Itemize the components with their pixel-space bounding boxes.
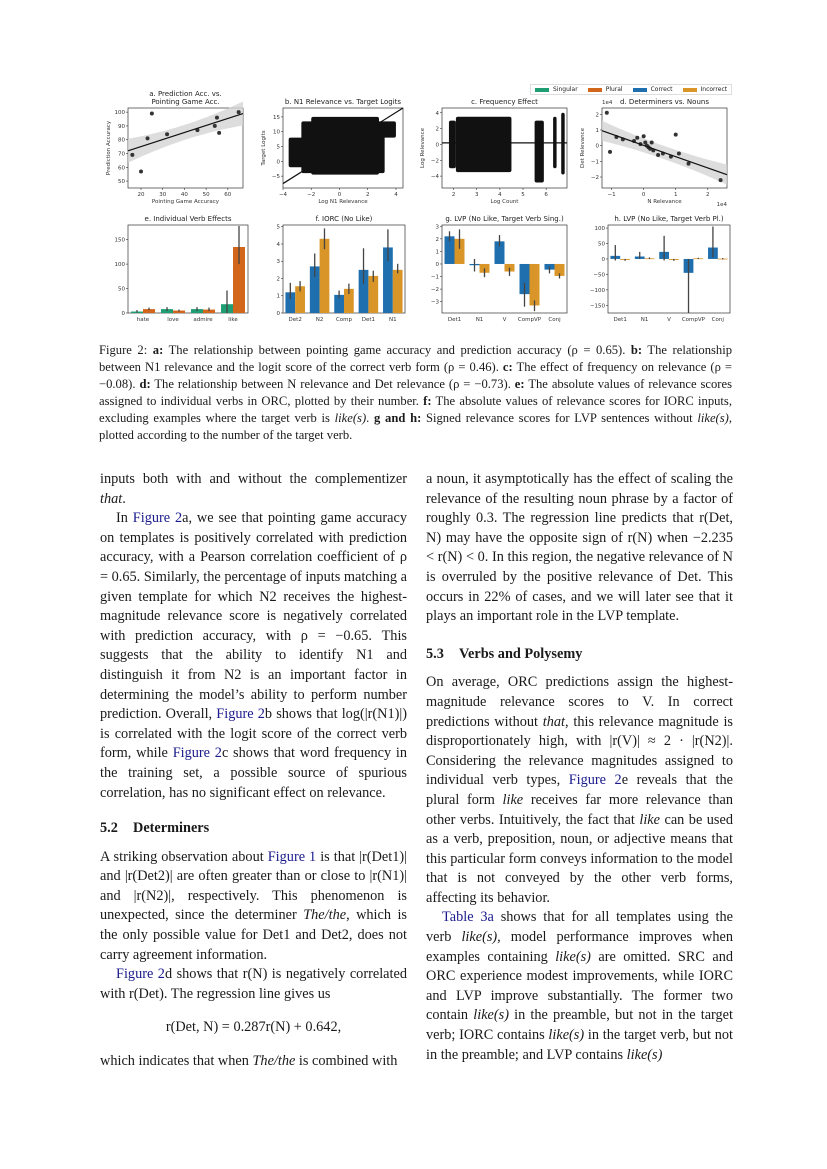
- svg-text:N1: N1: [475, 317, 484, 323]
- svg-text:CompVP: CompVP: [517, 317, 542, 323]
- section-number: 5.3: [426, 645, 444, 662]
- svg-text:c. Frequency Effect: c. Frequency Effect: [471, 98, 538, 106]
- legend-label: Incorrect: [700, 86, 728, 93]
- svg-text:3: 3: [276, 259, 280, 266]
- figure-link[interactable]: Figure 2: [568, 772, 622, 789]
- caption-key-d: d:: [139, 377, 151, 392]
- svg-text:−1: −1: [607, 192, 616, 198]
- svg-text:0: 0: [595, 143, 599, 150]
- svg-text:2: 2: [435, 236, 439, 243]
- text: , this relevance magnitude is disproportionately high, with |r(V)| ≈ 2 · |r(N2)|. Considering the relevance magnitudes assigned to individual verb types,: [426, 713, 733, 789]
- svg-text:−1: −1: [590, 159, 599, 166]
- svg-text:0: 0: [121, 311, 125, 317]
- svg-text:2: 2: [276, 276, 280, 283]
- svg-text:Conj: Conj: [548, 317, 561, 323]
- panel-f: [255, 215, 420, 330]
- text: c shows that word frequency in the training set, a possible source of spurious correlation, has no significant effect on relevance.: [100, 745, 407, 801]
- svg-text:like: like: [228, 317, 238, 323]
- caption-text-b: The relationship between N1 relevance and the logit score of the correct verb form (ρ = 0.46).: [99, 343, 733, 375]
- section-number: 5.2: [100, 820, 118, 837]
- section-title: Determiners: [133, 820, 210, 837]
- text: is that |r(Det1)| and |r(Det2)| are often greater than or close to |r(N1)| and |r(N2)|, respectively. This phenomenon is unexpected, since the determiner: [100, 848, 407, 924]
- caption-key-c: c:: [502, 360, 513, 375]
- svg-text:N1: N1: [388, 317, 397, 323]
- svg-text:h. LVP (No Like, Target Verb P: h. LVP (No Like, Target Verb Pl.): [614, 215, 724, 223]
- svg-text:Det2: Det2: [288, 317, 302, 323]
- table-link[interactable]: Table 3a: [442, 909, 494, 926]
- caption-like: like(s): [334, 411, 367, 426]
- svg-text:−1: −1: [430, 274, 439, 281]
- svg-text:1: 1: [595, 127, 599, 134]
- svg-text:60: 60: [118, 165, 125, 172]
- svg-text:N2: N2: [315, 317, 324, 323]
- svg-text:love: love: [167, 317, 179, 323]
- svg-text:b. N1 Relevance vs. Target Log: b. N1 Relevance vs. Target Logits: [284, 98, 402, 106]
- svg-text:Prediction Accuracy: Prediction Accuracy: [106, 120, 112, 176]
- legend-label: Correct: [650, 86, 673, 93]
- svg-text:20: 20: [137, 192, 145, 198]
- text-italic: that: [100, 490, 123, 507]
- svg-text:V: V: [502, 317, 507, 323]
- svg-text:−2: −2: [430, 287, 439, 294]
- text: , model performance improves when examples containing: [426, 929, 733, 965]
- left-column: [100, 470, 407, 1072]
- svg-text:Log Relevance: Log Relevance: [420, 128, 426, 168]
- svg-text:4: 4: [498, 192, 502, 198]
- panel-a: [90, 80, 255, 215]
- svg-text:Comp: Comp: [335, 317, 353, 323]
- svg-text:4: 4: [435, 110, 439, 117]
- svg-text:hate: hate: [136, 317, 150, 323]
- svg-text:N1: N1: [640, 317, 649, 323]
- text: receives far more relevance than other verbs. Intuitively, the fact that: [426, 791, 733, 828]
- text: A striking observation about: [100, 848, 268, 865]
- svg-text:100: 100: [594, 226, 605, 233]
- equation: r(Det, N) = 0.287r(N) + 0.642,: [165, 1019, 342, 1036]
- svg-text:Log N1 Relevance: Log N1 Relevance: [318, 199, 368, 205]
- text: a, we see that pointing game accuracy on templates is positively correlated with prediction accuracy, with a Pearson correlation coefficient of ρ = 0.65. Similarly, the percentage of inputs matching a given template for which N2 receives the highest-magnitude relevance score is negatively correlated with prediction accuracy, with ρ = −0.65. This suggests that the ability to identify N1 and distinguish it from N2 is an important factor in determining the model’s ability to perform number prediction. Overall,: [100, 510, 407, 723]
- svg-text:2: 2: [451, 192, 456, 198]
- svg-text:Det1: Det1: [447, 317, 462, 323]
- caption-like: like(s): [697, 411, 729, 426]
- figure-link[interactable]: Figure 2: [216, 706, 265, 723]
- panel-g: [420, 215, 580, 330]
- text: d shows that r(N) is negatively correlated with r(Det). The regression line gives us: [100, 966, 407, 1002]
- svg-text:50: 50: [118, 286, 125, 293]
- text: b shows that log(|r(N1)|) is correlated with the logit score of the correct verb form, while: [100, 706, 407, 762]
- svg-text:−4: −4: [430, 174, 439, 181]
- paragraph: [426, 908, 733, 1065]
- legend-label: Plural: [605, 86, 623, 93]
- text: can be used as a verb, preposition, noun, or adjective means that this particular form conveys information to the model that is not conveyed by the other verb forms, affecting its behavior.: [426, 811, 733, 906]
- text-italic: like(s): [473, 1007, 509, 1024]
- paragraph: [100, 848, 407, 966]
- svg-text:Det1: Det1: [613, 317, 627, 323]
- svg-text:4: 4: [276, 241, 280, 248]
- text-italic: like(s): [555, 948, 591, 965]
- svg-text:80: 80: [118, 137, 125, 144]
- svg-text:CompVP: CompVP: [681, 317, 705, 323]
- text: in the preamble, but not in the target verb; IORC contains: [426, 1007, 734, 1044]
- caption-text-gh: Signed relevance scores for LVP sentences without: [421, 411, 698, 426]
- svg-text:−2: −2: [430, 158, 439, 165]
- text: On average, ORC predictions assign the highest-magnitude relevance scores to V. In correct predictions without: [426, 674, 733, 730]
- caption-text: , plotted according to the number of the target verb.: [99, 411, 732, 443]
- caption-text: .: [366, 411, 375, 426]
- caption-text-e: The absolute values of relevance scores assigned to individual verbs in ORC, plotted by their number.: [99, 377, 732, 409]
- figure-2: [90, 80, 740, 330]
- svg-text:50: 50: [118, 179, 125, 186]
- svg-text:V: V: [667, 317, 671, 323]
- figure-link[interactable]: Figure 2: [172, 745, 222, 762]
- svg-text:15: 15: [273, 114, 280, 121]
- section-heading: [100, 819, 407, 839]
- caption-key-e: e:: [514, 377, 525, 392]
- svg-text:−2: −2: [307, 192, 316, 198]
- caption-text-f: The absolute values of relevance scores for IORC inputs, excluding examples where the target verb is: [99, 394, 732, 426]
- svg-text:Det Relevance: Det Relevance: [580, 128, 586, 168]
- caption-key-b: b:: [630, 343, 643, 357]
- text: In: [116, 510, 133, 527]
- svg-text:90: 90: [118, 123, 125, 130]
- svg-text:1: 1: [276, 293, 280, 300]
- text-italic: like(s): [626, 1046, 663, 1063]
- text: e reveals that the plural form: [426, 772, 733, 808]
- text: inputs both with and without the complementizer: [100, 471, 407, 487]
- svg-text:e. Individual Verb Effects: e. Individual Verb Effects: [144, 215, 232, 223]
- svg-text:N Relevance: N Relevance: [647, 199, 682, 205]
- svg-text:30: 30: [159, 192, 167, 198]
- svg-text:50: 50: [598, 241, 605, 248]
- caption-text-c: The effect of frequency on relevance (ρ = −0.08).: [99, 360, 732, 392]
- svg-text:4: 4: [394, 192, 398, 198]
- svg-text:−5: −5: [271, 174, 280, 181]
- figure-caption: [99, 342, 732, 445]
- svg-text:2: 2: [365, 192, 370, 198]
- svg-text:Target Logits: Target Logits: [261, 130, 267, 166]
- svg-text:Pointing Game Acc.: Pointing Game Acc.: [151, 98, 220, 106]
- panel-b: [255, 80, 420, 215]
- svg-text:−2: −2: [590, 175, 599, 182]
- svg-text:−50: −50: [593, 272, 605, 279]
- svg-text:150: 150: [114, 237, 125, 244]
- text: , which is the only possible value for Det1 and Det2, does not carry agreement information.: [100, 907, 408, 963]
- paragraph: [426, 673, 733, 908]
- svg-text:Log Count: Log Count: [490, 199, 519, 205]
- text: is combined with: [295, 1053, 398, 1070]
- panel-h: [580, 215, 740, 330]
- caption-text-a: The relationship between pointing game accuracy and prediction accuracy (ρ = 0.65).: [163, 343, 631, 357]
- svg-text:5: 5: [276, 144, 280, 151]
- paragraph: [100, 470, 407, 509]
- text: which indicates that when: [100, 1053, 253, 1070]
- svg-text:3: 3: [474, 192, 479, 198]
- svg-text:5: 5: [276, 224, 280, 231]
- svg-text:0: 0: [276, 311, 280, 317]
- text-italic: The/the: [303, 907, 347, 924]
- svg-text:1: 1: [435, 249, 439, 256]
- svg-text:−100: −100: [589, 287, 605, 294]
- svg-text:1e4: 1e4: [602, 100, 613, 106]
- text-italic: that: [542, 713, 566, 730]
- svg-text:2: 2: [435, 126, 439, 133]
- figure-link[interactable]: Figure 2: [116, 966, 165, 983]
- section-heading: [426, 645, 733, 665]
- text: in the target verb, but not in the preamble; and LVP contains: [426, 1027, 733, 1063]
- svg-text:1e4: 1e4: [716, 202, 727, 208]
- text: shows that for all templates using the verb: [426, 909, 733, 946]
- svg-text:admire: admire: [193, 317, 213, 323]
- svg-text:2: 2: [706, 192, 710, 198]
- svg-text:0: 0: [641, 192, 646, 198]
- section-title: Verbs and Polysemy: [459, 645, 583, 662]
- text-italic: like(s): [548, 1027, 585, 1044]
- svg-text:100: 100: [114, 262, 125, 269]
- figure-link[interactable]: Figure 1: [267, 848, 317, 865]
- panel-d: [580, 80, 740, 215]
- panel-e: [90, 215, 255, 330]
- svg-text:0: 0: [337, 192, 342, 198]
- text: are omitted. SRC and ORC experience modest improvements, while IORC and LVP improve substantially. The former two contain: [426, 948, 733, 1024]
- paragraph: [100, 965, 407, 1004]
- svg-text:2: 2: [595, 112, 599, 119]
- svg-text:6: 6: [544, 192, 548, 198]
- svg-text:3: 3: [435, 224, 439, 231]
- svg-text:100: 100: [114, 110, 125, 117]
- text: .: [122, 490, 126, 507]
- right-column: [426, 470, 733, 1065]
- svg-text:0: 0: [435, 261, 439, 268]
- text-italic: like(s): [461, 929, 498, 946]
- panel-c: [420, 80, 580, 215]
- svg-text:60: 60: [224, 192, 232, 198]
- text-italic: like: [502, 791, 524, 808]
- svg-text:10: 10: [273, 129, 280, 136]
- svg-text:Det1: Det1: [361, 317, 376, 323]
- caption-label: Figure 2:: [99, 343, 148, 357]
- svg-text:0: 0: [435, 142, 439, 149]
- caption-key-f: f:: [423, 394, 432, 409]
- caption-text-d: The relationship between N relevance and Det relevance (ρ = −0.73).: [150, 377, 515, 392]
- svg-text:5: 5: [521, 192, 525, 198]
- svg-text:a. Prediction Acc. vs.: a. Prediction Acc. vs.: [149, 90, 222, 98]
- svg-text:d. Determiners vs. Nouns: d. Determiners vs. Nouns: [620, 98, 709, 106]
- svg-text:g. LVP (No Like, Target Verb S: g. LVP (No Like, Target Verb Sing.): [445, 215, 564, 223]
- svg-text:−4: −4: [278, 192, 288, 198]
- svg-text:40: 40: [180, 192, 188, 198]
- legend-label: Singular: [553, 86, 578, 93]
- paragraph: [100, 1052, 407, 1072]
- figure-link[interactable]: Figure 2: [132, 510, 183, 527]
- svg-text:50: 50: [202, 192, 210, 198]
- paragraph: a noun, it asymptotically has the effect of scaling the relevance of the resulting noun phrase by a factor of roughly 0.3. The regression line predicts that r(Det, N) may have the opposite sign of r(N) when −2.235 < r(N) < 0. In this region, the negative relevance of N is overruled by the positive relevance of Det. This occurs in 22% of cases, and we will later see that it plays an important role in the LVP template.: [426, 471, 733, 625]
- svg-text:Conj: Conj: [711, 317, 724, 323]
- svg-text:0: 0: [601, 256, 605, 263]
- text-italic: like: [639, 811, 660, 828]
- svg-text:70: 70: [118, 151, 125, 158]
- svg-text:−150: −150: [589, 303, 605, 310]
- svg-text:Pointing Game Accuracy: Pointing Game Accuracy: [151, 199, 220, 205]
- text-italic: The/the: [252, 1053, 296, 1070]
- caption-key-gh: g and h:: [374, 411, 422, 426]
- paragraph: [100, 509, 407, 803]
- svg-text:−3: −3: [430, 299, 439, 306]
- svg-text:1: 1: [673, 192, 678, 198]
- svg-text:0: 0: [276, 159, 280, 166]
- svg-text:f. IORC (No Like): f. IORC (No Like): [315, 215, 373, 223]
- caption-key-a: a:: [152, 343, 164, 357]
